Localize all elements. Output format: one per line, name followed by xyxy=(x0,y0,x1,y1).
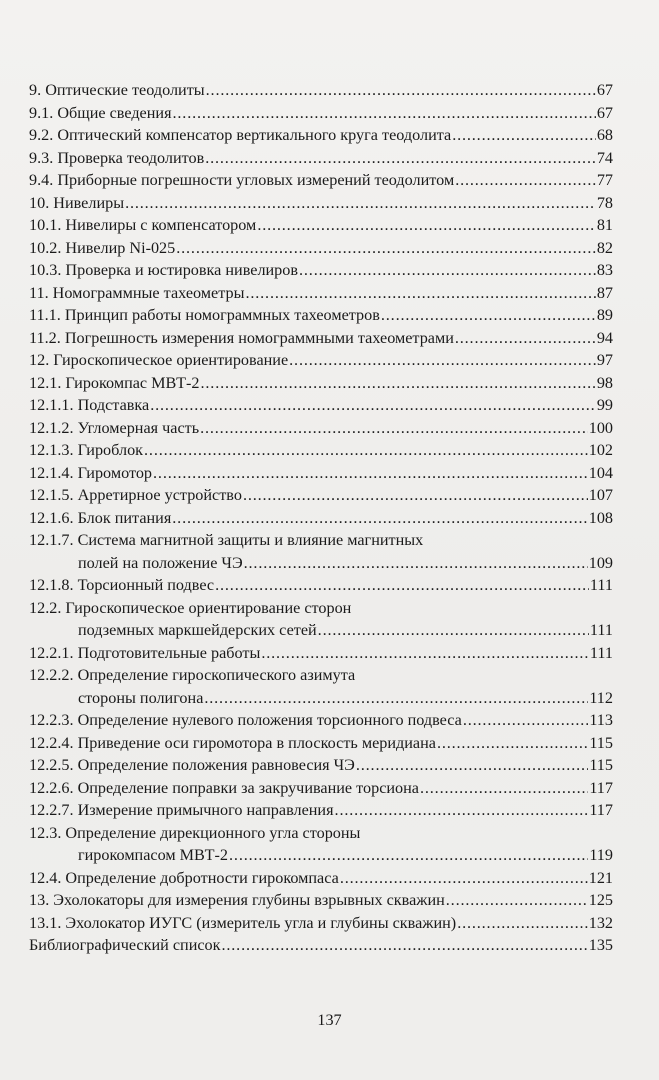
toc-entry xyxy=(29,237,613,260)
toc-entry-title: 9.2. Оптический компенсатор вертикального круга теодолита xyxy=(29,126,452,144)
toc-entry-row xyxy=(29,417,613,440)
toc-entry-page: 77 xyxy=(596,171,613,189)
toc-entry-row xyxy=(29,484,613,507)
toc-entry-title-continuation: гирокомпасом МВТ-2 xyxy=(78,846,229,864)
toc-entry xyxy=(29,124,613,147)
toc-entry-page: 94 xyxy=(596,328,613,347)
toc-entry-title: 12.2.7. Измерение примычного направления xyxy=(29,801,334,819)
toc-entry-page: 109 xyxy=(588,553,613,572)
toc-entry-title: 12.1.7. Система магнитной защиты и влияние магнитных xyxy=(29,531,424,549)
toc-entry-page: 108 xyxy=(588,508,613,527)
toc-entry-page: 89 xyxy=(596,306,613,324)
toc-entry-row xyxy=(29,147,613,170)
toc-entry xyxy=(29,642,613,665)
toc-entry xyxy=(29,507,613,530)
toc-dot-leader xyxy=(243,484,588,507)
toc-entry-page: 115 xyxy=(589,756,613,774)
toc-entry-title: 9.4. Приборные погрешности угловых измерений теодолитом xyxy=(29,171,455,189)
toc-entry-page: 117 xyxy=(589,801,613,819)
toc-dot-leader xyxy=(420,777,588,800)
toc-dot-leader xyxy=(153,462,588,485)
toc-entry-page: 113 xyxy=(589,711,613,729)
toc-entry-row xyxy=(29,867,613,890)
toc-entry-page: 112 xyxy=(589,688,613,707)
toc-entry-title: 12.1.8. Торсионный подвес xyxy=(29,576,215,594)
toc-entry-page: 98 xyxy=(596,373,613,392)
toc-entry xyxy=(29,732,613,755)
toc-entry-title: 12. Гироскопическое ориентирование xyxy=(29,351,289,369)
toc-entry-title: 12.1. Гирокомпас МВТ-2 xyxy=(29,373,200,392)
toc-entry xyxy=(29,822,613,867)
toc-dot-leader xyxy=(446,889,588,912)
toc-entry xyxy=(29,754,613,777)
toc-entry-row xyxy=(29,169,613,192)
toc-entry-page: 102 xyxy=(588,441,613,459)
toc-entry-page: 125 xyxy=(588,891,613,909)
toc-entry xyxy=(29,282,613,305)
toc-entry-row xyxy=(29,732,613,755)
toc-dot-leader xyxy=(289,349,596,372)
toc-entry xyxy=(29,934,613,957)
toc-entry-title: 12.2. Гироскопическое ориентирование сторон xyxy=(29,598,352,617)
toc-entry-row xyxy=(29,124,613,147)
toc-entry xyxy=(29,79,613,102)
toc-entry xyxy=(29,327,613,350)
toc-entry xyxy=(29,484,613,507)
toc-entry-row xyxy=(29,304,613,327)
toc-dot-leader xyxy=(205,147,596,170)
toc-entry xyxy=(29,417,613,440)
toc-entry-row xyxy=(29,507,613,530)
toc-entry-title: 9. Оптические теодолиты xyxy=(29,81,205,99)
toc-entry-page: 107 xyxy=(588,486,613,504)
toc-entry xyxy=(29,867,613,890)
toc-entry-title: 12.2.2. Определение гироскопического азимута xyxy=(29,666,356,684)
toc-entry xyxy=(29,349,613,372)
toc-dot-leader xyxy=(222,934,588,957)
toc-entry-title: 12.1.4. Гиромотор xyxy=(29,463,153,482)
toc-entry-title: 9.3. Проверка теодолитов xyxy=(29,148,205,167)
toc-entry-row xyxy=(29,192,613,215)
toc-entry-title: 12.2.3. Определение нулевого положения торсионного подвеса xyxy=(29,711,462,729)
toc-dot-leader xyxy=(229,844,588,867)
toc-dot-leader xyxy=(206,79,596,102)
toc-entry-row xyxy=(29,214,613,237)
toc-entry-row xyxy=(29,552,613,575)
toc-entry-row xyxy=(29,642,613,665)
toc-entry-row xyxy=(29,709,613,732)
toc-entry-title: 9.1. Общие сведения xyxy=(29,103,172,122)
toc-entry xyxy=(29,574,613,597)
toc-dot-leader xyxy=(455,327,596,350)
toc-entry xyxy=(29,597,613,642)
toc-dot-leader xyxy=(381,304,596,327)
toc-entry-title: 11. Номограммные тахеометры xyxy=(29,283,245,302)
toc-dot-leader xyxy=(261,642,589,665)
toc-dot-leader xyxy=(244,552,588,575)
toc-entry-title-continuation: стороны полигона xyxy=(78,688,204,707)
toc-entry-title: 10. Нивелиры xyxy=(29,193,125,212)
toc-entry-title-continuation: подземных маркшейдерских сетей xyxy=(78,621,317,639)
toc-entry-title: 13.1. Эхолокатор ИУГС (измеритель угла и глубины скважин) xyxy=(29,913,457,932)
toc-entry-row xyxy=(29,327,613,350)
toc-entry-page: 135 xyxy=(588,936,613,954)
toc-entry-row xyxy=(29,934,613,957)
toc-entry-row xyxy=(29,754,613,777)
toc-dot-leader xyxy=(335,799,589,822)
toc-entry-page: 74 xyxy=(596,148,613,167)
toc-dot-leader xyxy=(144,439,588,462)
toc-entry-page: 100 xyxy=(588,418,613,437)
toc-entry-title: 12.1.3. Гироблок xyxy=(29,441,144,459)
toc-entry-row xyxy=(29,574,613,597)
toc-entry xyxy=(29,529,613,574)
toc-entry-page: 111 xyxy=(589,621,613,639)
toc-entry-page: 121 xyxy=(588,868,613,887)
toc-entry-title: 11.1. Принцип работы номограммных тахеометров xyxy=(29,306,380,324)
toc-dot-leader xyxy=(299,259,596,282)
toc-entry-title: 12.3. Определение дирекционного угла стороны xyxy=(29,823,361,842)
toc-entry-title-continuation: полей на положение ЧЭ xyxy=(78,553,243,572)
toc-entry-row xyxy=(29,102,613,125)
toc-entry-page: 67 xyxy=(596,103,613,122)
toc-dot-leader xyxy=(204,687,588,710)
toc-dot-leader xyxy=(437,732,588,755)
toc-entry xyxy=(29,664,613,709)
toc-entry-page: 117 xyxy=(589,778,613,797)
toc-entry-page: 78 xyxy=(596,193,613,212)
toc-entry-page: 82 xyxy=(596,238,613,257)
toc-entry xyxy=(29,889,613,912)
toc-entry-page: 111 xyxy=(589,643,613,662)
toc-entry-row xyxy=(29,394,613,417)
toc-entry-title: 12.4. Определение добротности гирокомпаса xyxy=(29,868,339,887)
toc-entry-row xyxy=(29,237,613,260)
toc-entry-page: 81 xyxy=(596,216,613,234)
toc-dot-leader xyxy=(463,709,588,732)
toc-entry-row xyxy=(29,259,613,282)
toc-entry-row xyxy=(29,79,613,102)
toc-entry xyxy=(29,372,613,395)
toc-entry xyxy=(29,259,613,282)
page-number: 137 xyxy=(317,1011,342,1029)
toc-entry-page: 67 xyxy=(596,81,613,99)
toc-dot-leader xyxy=(452,124,596,147)
toc-entry xyxy=(29,102,613,125)
toc-dot-leader xyxy=(176,237,596,260)
toc-entry xyxy=(29,439,613,462)
toc-entry xyxy=(29,192,613,215)
toc-entry-row xyxy=(29,844,613,867)
toc-entry xyxy=(29,777,613,800)
toc-entry xyxy=(29,462,613,485)
toc-dot-leader xyxy=(215,574,589,597)
toc-entry-title: 10.1. Нивелиры с компенсатором xyxy=(29,216,257,234)
toc-entry xyxy=(29,799,613,822)
toc-entry-row xyxy=(29,372,613,395)
toc-entry-title: 12.1.2. Угломерная часть xyxy=(29,418,200,437)
toc-entry-title: 12.1.5. Арретирное устройство xyxy=(29,486,242,504)
toc-entry xyxy=(29,709,613,732)
toc-entry-title: 12.2.5. Определение положения равновесия ЧЭ xyxy=(29,756,355,774)
toc-entry-row xyxy=(29,777,613,800)
toc-entry-page: 115 xyxy=(589,733,613,752)
toc-entry-title: 10.2. Нивелир Ni-025 xyxy=(29,238,176,257)
toc-dot-leader xyxy=(200,417,588,440)
toc-entry xyxy=(29,912,613,935)
toc-entry-title: Библиографический список xyxy=(29,936,221,954)
toc-entry-title: 11.2. Погрешность измерения номограммными тахеометрами xyxy=(29,328,454,347)
toc-entry-row xyxy=(29,619,613,642)
toc-dot-leader xyxy=(201,372,596,395)
toc-entry-page: 132 xyxy=(588,913,613,932)
toc-entry-row xyxy=(29,912,613,935)
toc-entry xyxy=(29,214,613,237)
toc-dot-leader xyxy=(150,394,596,417)
toc-entry-row xyxy=(29,349,613,372)
toc-dot-leader xyxy=(245,282,595,305)
toc-entry-page: 104 xyxy=(588,463,613,482)
toc-entry-title: 12.2.6. Определение поправки за закручивание торсиона xyxy=(29,778,419,797)
toc-dot-leader xyxy=(173,102,596,125)
toc-dot-leader xyxy=(257,214,596,237)
toc-dot-leader xyxy=(340,867,588,890)
toc-dot-leader xyxy=(172,507,587,530)
toc-entry-title: 10.3. Проверка и юстировка нивелиров xyxy=(29,261,299,279)
toc-entry-page: 119 xyxy=(589,846,613,864)
toc-entry xyxy=(29,147,613,170)
toc-entry-title: 12.1.6. Блок питания xyxy=(29,508,172,527)
toc-entry-page: 111 xyxy=(589,576,613,594)
toc-entry xyxy=(29,394,613,417)
toc-entry xyxy=(29,169,613,192)
toc-entry-title: 12.2.1. Подготовительные работы xyxy=(29,643,261,662)
toc-entry-page: 83 xyxy=(596,261,613,279)
toc-entry-title: 12.1.1. Подставка xyxy=(29,396,150,414)
toc-entry-row xyxy=(29,889,613,912)
toc-entry-page: 97 xyxy=(596,351,613,369)
toc-dot-leader xyxy=(455,169,596,192)
toc-entry-row xyxy=(29,439,613,462)
toc-entry-page: 99 xyxy=(596,396,613,414)
toc-dot-leader xyxy=(318,619,589,642)
toc-dot-leader xyxy=(457,912,588,935)
table-of-contents xyxy=(29,79,613,957)
toc-entry-row xyxy=(29,799,613,822)
toc-entry-row xyxy=(29,282,613,305)
toc-entry-title: 13. Эхолокаторы для измерения глубины взрывных скважин xyxy=(29,891,445,909)
toc-entry-row xyxy=(29,462,613,485)
toc-entry xyxy=(29,304,613,327)
toc-dot-leader xyxy=(356,754,588,777)
toc-entry-row xyxy=(29,687,613,710)
toc-entry-page: 68 xyxy=(596,126,613,144)
toc-entry-title: 12.2.4. Приведение оси гиромотора в плоскость меридиана xyxy=(29,733,436,752)
toc-entry-page: 87 xyxy=(596,283,613,302)
toc-dot-leader xyxy=(125,192,596,215)
